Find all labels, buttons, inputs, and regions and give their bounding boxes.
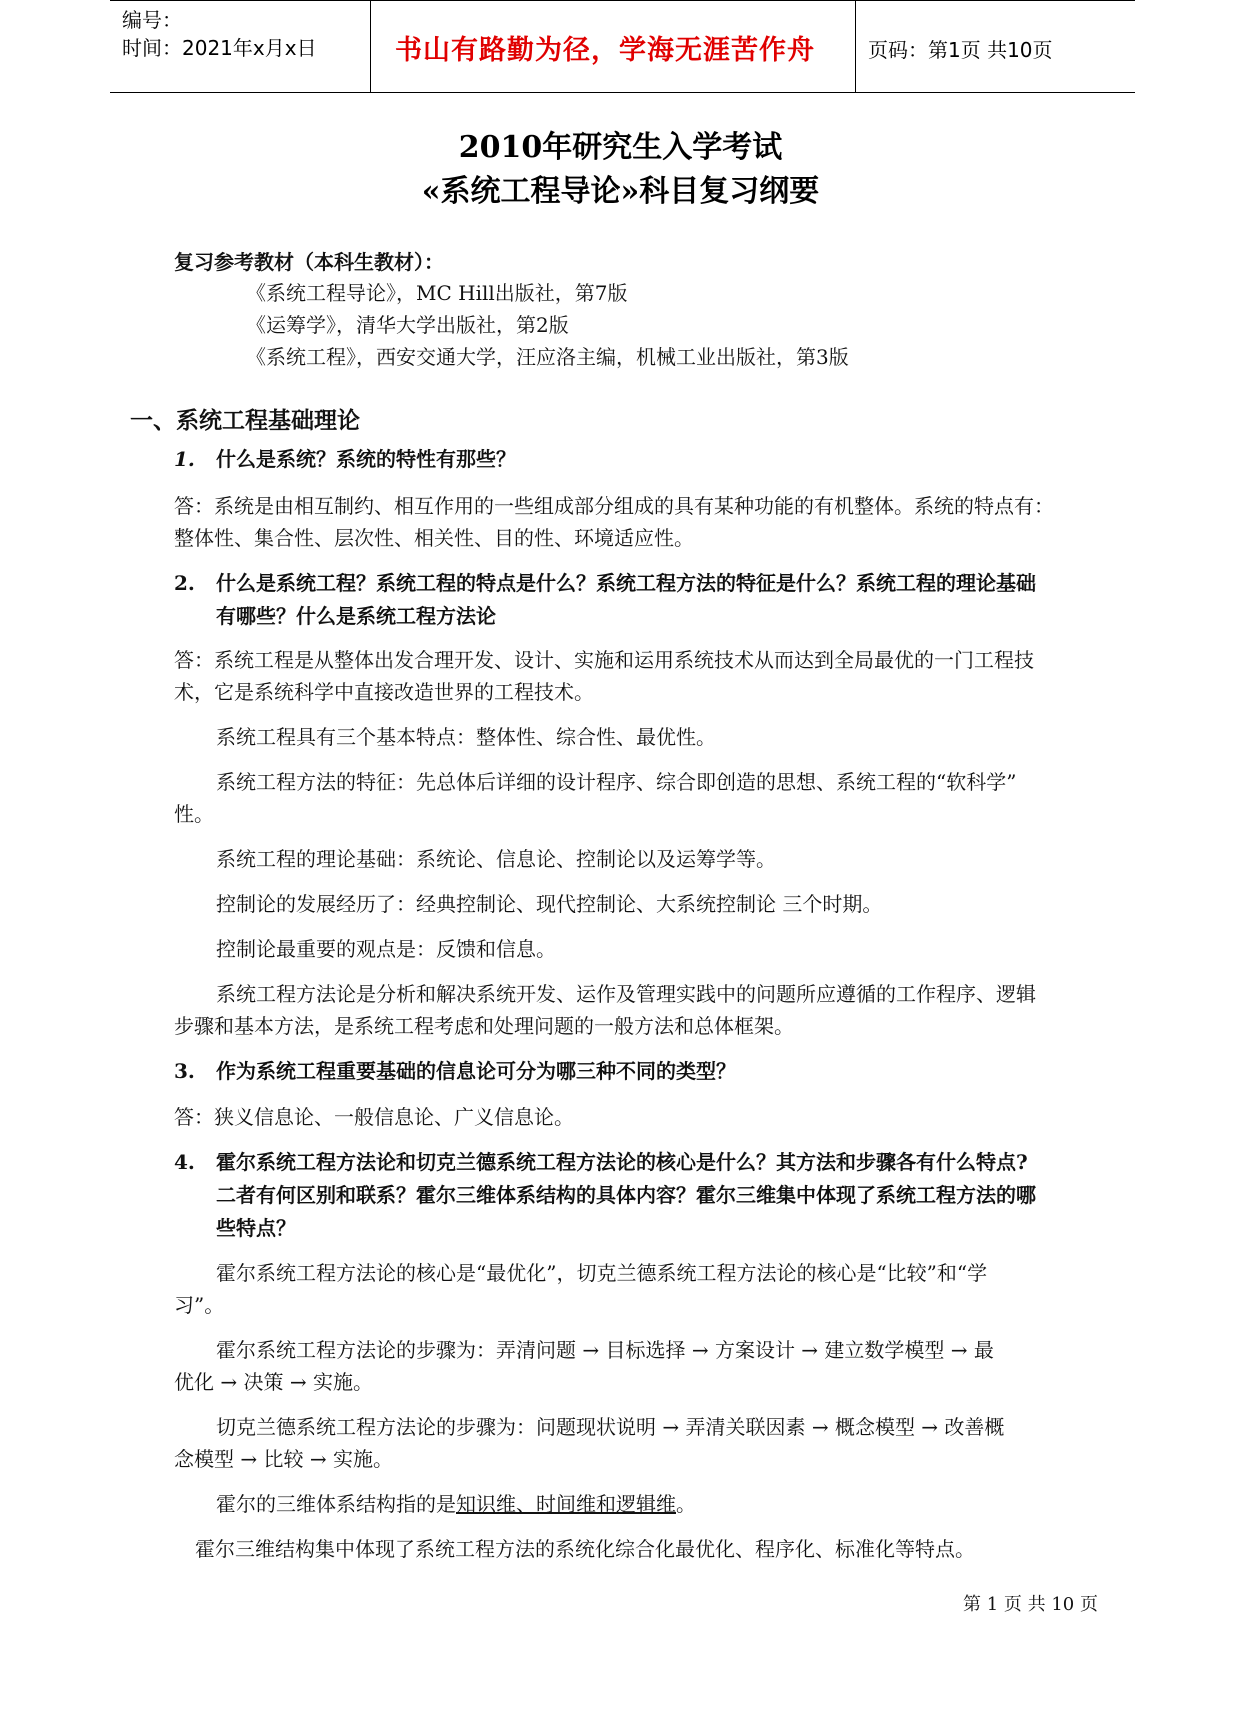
question-text: 二者有何区别和联系？霍尔三维体系结构的具体内容？霍尔三维集中体现了系统工程方法的哪: [216, 1183, 1036, 1207]
answer-paragraph: [216, 1488, 696, 1520]
question-number: 3.: [174, 1059, 195, 1083]
header-divider-right: [855, 0, 856, 93]
header-divider-left: [370, 0, 371, 93]
answer-paragraph: 霍尔三维结构集中体现了系统工程方法的系统化综合化最优化、程序化、标准化等特点。: [195, 1537, 975, 1561]
doc-title-line1: 2010年研究生入学考试: [458, 130, 783, 165]
answer-line: 答：狭义信息论、一般信息论、广义信息论。: [174, 1105, 574, 1129]
answer-paragraph: 系统工程具有三个基本特点：整体性、综合性、最优性。: [216, 725, 716, 749]
answer-text: 霍尔的三维体系结构指的是: [216, 1492, 456, 1516]
header-motto: 书山有路勤为径，学海无涯苦作舟: [395, 35, 815, 66]
question-text: 作为系统工程重要基础的信息论可分为哪三种不同的类型？: [216, 1059, 736, 1083]
page-footer: 第 1 页 共 10 页: [963, 1594, 1098, 1615]
answer-paragraph: 系统工程方法的特征：先总体后详细的设计程序、综合即创造的思想、系统工程的“软科学”: [216, 770, 1017, 794]
answer-paragraph: 切克兰德系统工程方法论的步骤为：问题现状说明 → 弄清关联因素 → 概念模型 → 改善概: [216, 1415, 1005, 1439]
answer-paragraph: 控制论的发展经历了：经典控制论、现代控制论、大系统控制论 三个时期。: [216, 892, 883, 916]
header-time-label: 时间：2021年x月x日: [122, 36, 317, 60]
question-text: 些特点？: [216, 1216, 296, 1240]
header-number-label: 编号：: [122, 8, 182, 32]
underlined-text: 知识维、时间维和逻辑维: [456, 1492, 676, 1516]
answer-paragraph: 步骤和基本方法，是系统工程考虑和处理问题的一般方法和总体框架。: [174, 1014, 794, 1038]
question-number: 1.: [174, 447, 195, 471]
reference-item: 《系统工程导论》，MC Hill出版社，第7版: [246, 281, 628, 305]
header-top-rule: [110, 0, 1135, 1]
answer-paragraph: 优化 → 决策 → 实施。: [174, 1370, 373, 1394]
answer-text: 。: [676, 1492, 696, 1516]
answer-paragraph: 习”。: [174, 1293, 225, 1317]
answer-paragraph: 霍尔系统工程方法论的步骤为：弄清问题 → 目标选择 → 方案设计 → 建立数学模型 → 最: [216, 1338, 994, 1362]
answer-line: 术，它是系统科学中直接改造世界的工程技术。: [174, 680, 594, 704]
answer-line: 答：系统工程是从整体出发合理开发、设计、实施和运用系统技术从而达到全局最优的一门工程技: [174, 648, 1034, 672]
section-heading: 一、系统工程基础理论: [130, 407, 360, 434]
answer-paragraph: 念模型 → 比较 → 实施。: [174, 1447, 393, 1471]
answer-paragraph: 霍尔系统工程方法论的核心是“最优化”，切克兰德系统工程方法论的核心是“比较”和“学: [216, 1261, 988, 1285]
question-text: 有哪些？什么是系统工程方法论: [216, 604, 496, 628]
header-bottom-rule: [110, 92, 1135, 93]
answer-paragraph: 系统工程方法论是分析和解决系统开发、运作及管理实践中的问题所应遵循的工作程序、逻辑: [216, 982, 1036, 1006]
question-number: 2.: [174, 571, 195, 595]
reference-item: 《运筹学》，清华大学出版社，第2版: [246, 313, 569, 337]
question-text: 什么是系统工程？系统工程的特点是什么？系统工程方法的特征是什么？系统工程的理论基础: [216, 571, 1036, 595]
question-text: 霍尔系统工程方法论和切克兰德系统工程方法论的核心是什么？其方法和步骤各有什么特点?: [216, 1150, 1028, 1174]
header-page-label: 页码：第1页 共10页: [868, 38, 1053, 62]
doc-title-line2: «系统工程导论»科目复习纲要: [421, 174, 820, 209]
answer-line: 整体性、集合性、层次性、相关性、目的性、环境适应性。: [174, 526, 694, 550]
question-text: 什么是系统？系统的特性有那些？: [216, 447, 516, 471]
answer-paragraph: 系统工程的理论基础：系统论、信息论、控制论以及运筹学等。: [216, 847, 776, 871]
answer-paragraph: 性。: [174, 802, 214, 826]
references-heading: 复习参考教材（本科生教材）：: [174, 250, 444, 274]
answer-line: 答：系统是由相互制约、相互作用的一些组成部分组成的具有某种功能的有机整体。系统的特点有：: [174, 494, 1054, 518]
answer-paragraph: 控制论最重要的观点是：反馈和信息。: [216, 937, 556, 961]
reference-item: 《系统工程》，西安交通大学，汪应洛主编，机械工业出版社，第3版: [246, 345, 849, 369]
question-number: 4.: [174, 1150, 195, 1174]
